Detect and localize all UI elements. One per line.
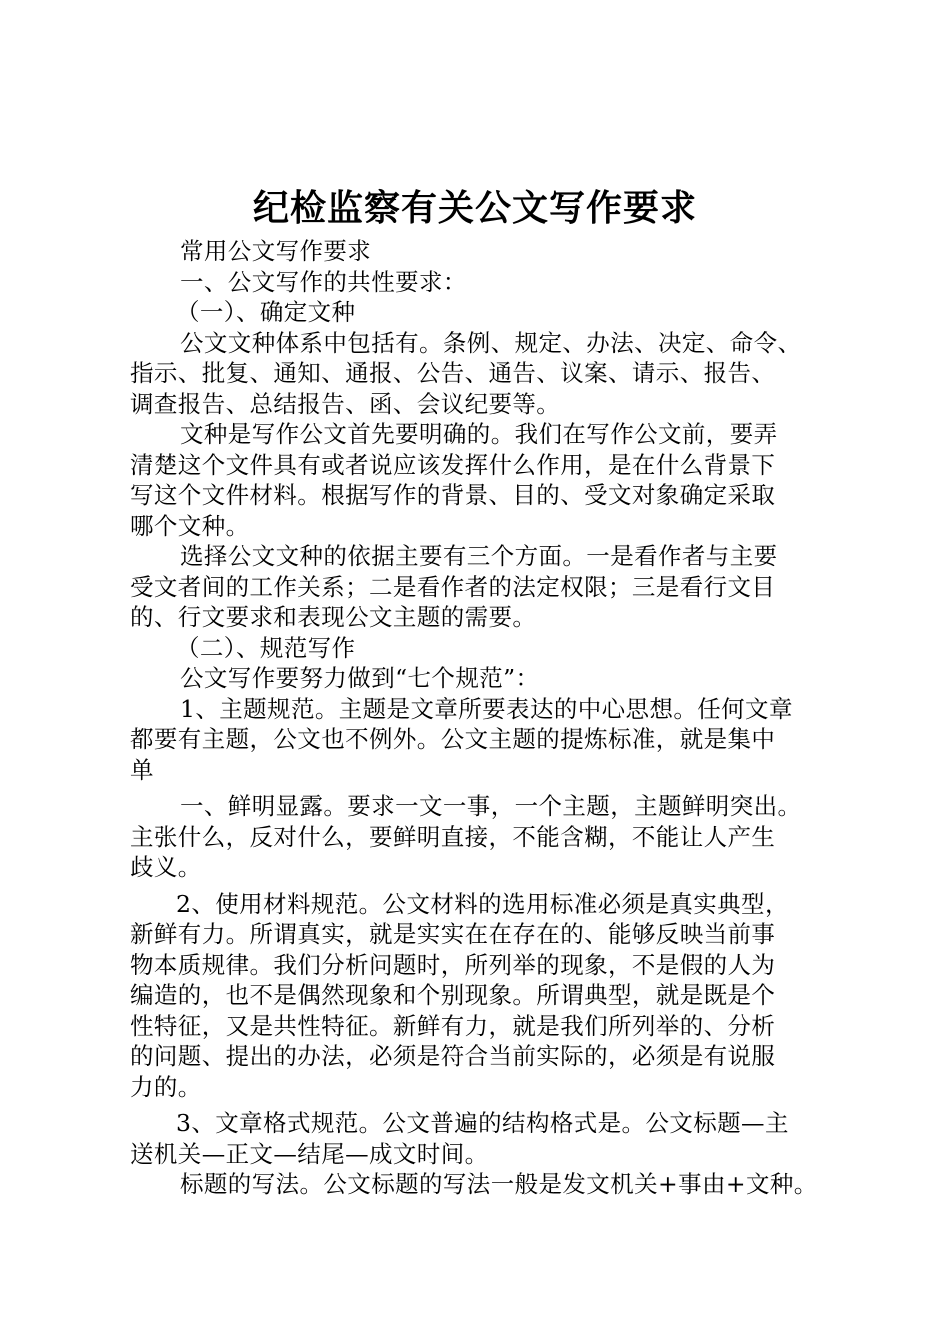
- text-line: 常用公文写作要求: [180, 237, 372, 265]
- text-line: （二）、规范写作: [176, 633, 356, 662]
- text-line: 文种是写作公文首先要明确的。我们在写作公文前，要弄: [180, 420, 778, 448]
- text-line: 送机关—正文—结尾—成文时间。: [130, 1139, 489, 1168]
- text-line: 标题的写法。公文标题的写法一般是发文机关+事由+文种。: [180, 1170, 818, 1198]
- text-line: 一、公文写作的共性要求：: [180, 267, 467, 296]
- text-line: 的、行文要求和表现公文主题的需要。: [130, 603, 537, 631]
- text-line: 2、使用材料规范。公文材料的选用标准必须是真实典型，: [176, 889, 789, 918]
- text-line: 哪个文种。: [130, 511, 250, 540]
- text-line: 歧义。: [130, 853, 202, 881]
- text-line: 物本质规律。我们分析问题时，所列举的现象，不是假的人为: [130, 950, 776, 979]
- text-line: 编造的，也不是偶然现象和个别现象。所谓典型，就是既是个: [130, 981, 776, 1009]
- text-line: 选择公文文种的依据主要有三个方面。一是看作者与主要: [180, 542, 778, 570]
- text-line: 受文者间的工作关系；二是看作者的法定权限；三是看行文目: [130, 572, 776, 601]
- text-line: 写这个文件材料。根据写作的背景、目的、受文对象确定采取: [130, 481, 776, 509]
- text-line: 调查报告、总结报告、函、会议纪要等。: [130, 389, 561, 418]
- text-line: 指示、批复、通知、通报、公告、通告、议案、请示、报告、: [130, 359, 776, 387]
- text-line: 力的。: [130, 1072, 202, 1101]
- text-line: 3、文章格式规范。公文普遍的结构格式是。公文标题—主: [176, 1109, 789, 1137]
- text-line: 单: [130, 755, 154, 784]
- text-line: （一）、确定文种: [176, 298, 356, 326]
- text-line: 性特征，又是共性特征。新鲜有力，就是我们所列举的、分析: [130, 1011, 776, 1040]
- text-line: 新鲜有力。所谓真实，就是实实在在存在的、能够反映当前事: [130, 920, 776, 948]
- text-line: 一、鲜明显露。要求一文一事，一个主题，主题鲜明突出。: [180, 792, 802, 820]
- text-line: 主张什么，反对什么，要鲜明直接，不能含糊，不能让人产生: [130, 822, 776, 851]
- text-line: 都要有主题，公文也不例外。公文主题的提炼标准，就是集中: [130, 725, 776, 753]
- text-line: 公文文种体系中包括有。条例、规定、办法、决定、命令、: [180, 328, 802, 357]
- text-line: 公文写作要努力做到“七个规范”：: [180, 664, 540, 692]
- text-line: 清楚这个文件具有或者说应该发挥什么作用，是在什么背景下: [130, 450, 776, 479]
- text-line: 的问题、提出的办法，必须是符合当前实际的，必须是有说服: [130, 1042, 776, 1070]
- document-title: 纪检监察有关公文写作要求: [252, 187, 697, 229]
- document-body: [130, 236, 832, 1200]
- text-line: 1、主题规范。主题是文章所要表达的中心思想。任何文章: [180, 694, 793, 723]
